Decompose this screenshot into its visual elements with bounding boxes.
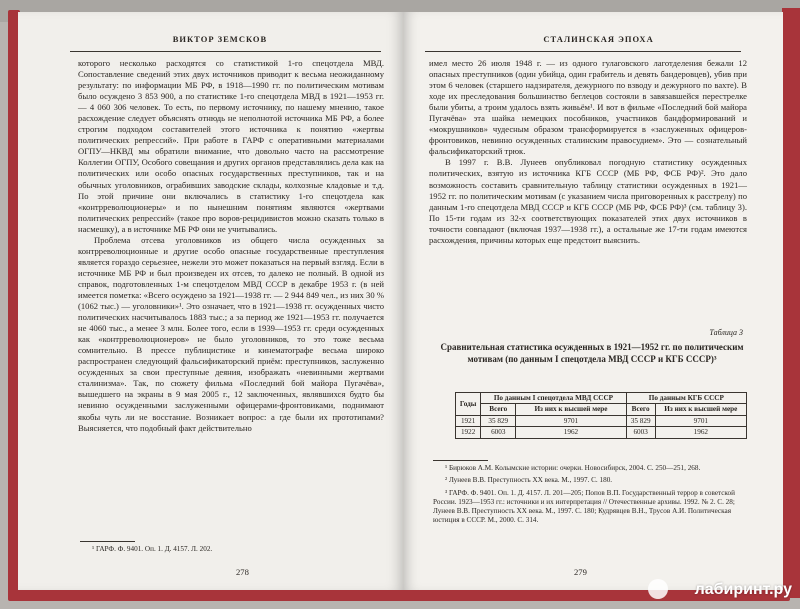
cell-mvd-executed: 1962	[516, 427, 626, 438]
header-rule	[70, 51, 381, 52]
cell-year: 1922	[456, 427, 481, 438]
running-head-author: ВИКТОР ЗЕМСКОВ	[172, 34, 268, 44]
cell-mvd-executed: 9701	[516, 415, 626, 426]
table-subheader-row	[456, 404, 747, 415]
body-text	[429, 58, 747, 246]
page-number: 279	[574, 567, 587, 577]
paragraph: имел место 26 июля 1948 г. — из одного гулаговского лаготделения бежали 12 опасных преступников (один убийца, один грабитель и девять бандеровцев), убив при этом 6 человек (старшего надзирателя, дежурного по взводу и дежурного по вахте). В ходе их преследования большинство беглецов состояли в завязавшейся перестрелке были убиты, а троим удалось взять живьём¹. И вот в фильме «Последний бой майора Пугачёва» эта шайка немецких пособников, участников бандформирований и «мокрушников» чудесным образом трансформируется в «заслуженных офицеров-фронтовиков, невинно осужденных сталинским правосудием». Это — сознательный фальсификаторский трюк.	[429, 58, 747, 157]
left-page	[18, 12, 403, 590]
footnote-rule	[433, 460, 488, 461]
body-text	[78, 58, 384, 434]
book-cover-right-edge	[782, 8, 800, 598]
running-head-title: СТАЛИНСКАЯ ЭПОХА	[543, 34, 654, 44]
table-title: Сравнительная статистика осужденных в 1921—1952 гг. по политическим мотивам (по данным I спецотдела МВД СССР и КГБ СССР)³	[440, 342, 744, 364]
header-kgb-executed: Из них к высшей мере	[655, 404, 746, 415]
table-row	[456, 415, 747, 426]
footnote: ³ ГАРФ. Ф. 9401. Оп. 1. Д. 4157. Л. 201—205; Попов В.П. Государственный террор в советской России. 1923—1953 гг.: источники и их интерпретация // Отечественные архивы. 1992. № 2. С. 28; Лунеев В.В. Преступность XX века. М., 1997. С. 180; Кудрявцев В.Н., Трусов А.И. Политическая юстиция в СССР. М., 2000. С. 314.	[433, 488, 736, 525]
watermark-logo-icon	[648, 579, 668, 599]
header-mvd-executed: Из них к высшей мере	[516, 404, 626, 415]
table-header-row	[456, 393, 747, 404]
cell-kgb-total: 6003	[626, 427, 655, 438]
cell-mvd-total: 35 829	[481, 415, 516, 426]
cell-kgb-executed: 1962	[655, 427, 746, 438]
paragraph: которого несколько расходятся со статистикой 1-го спецотдела МВД. Сопоставление сведений этих двух источников приводит к весьма неожиданному результату: по информации МБ РФ, в 1918—1990 гг. по политическим мотивам было осуждено 3 853 900, а по статистике 1-го спецотдела МВД в 1921—1953 гг. — 4 060 306 человек. То есть, по первому источнику, по нашему мнению, такое расхождение следует объяснять отнюдь не неполнотой источника МБ РФ, а более строгим подходом составителей этого источника к понятию «жертвы политических репрессий». При работе в ГАРФ с оперативными материалами ОГПУ—НКВД мы обратили внимание, что довольно часто на рассмотрение Коллегии ОГПУ, Особого совещания и других органов представлялись дела как на политических или особо опасных государственных преступников, так и на обычных уголовников, ограбивших заводские склады, колхозные кладовые и т.д. По этой причине они включались в статистику 1-го спецотдела как «контрреволюционеры» и по нынешним понятиям являются «жертвами политических репрессий» (такое про воров-рецидивистов можно сказать только в насмешку), а в источнике МБ РФ они не учитывались.	[78, 58, 384, 234]
cell-kgb-total: 35 829	[626, 415, 655, 426]
footnotes	[80, 545, 380, 557]
footnotes	[433, 464, 743, 529]
cell-kgb-executed: 9701	[655, 415, 746, 426]
footnote: ¹ Бирюков А.М. Колымские истории: очерки. Новосибирск, 2004. С. 250—251, 268.	[445, 464, 701, 472]
right-page	[403, 12, 783, 590]
footnote-rule	[80, 541, 135, 542]
page-number: 278	[236, 567, 249, 577]
statistics-table	[455, 392, 747, 439]
cell-mvd-total: 6003	[481, 427, 516, 438]
header-rule	[425, 51, 741, 52]
cell-year: 1921	[456, 415, 481, 426]
header-kgb-total: Всего	[626, 404, 655, 415]
footnote: ² Лунеев В.В. Преступность XX века. М., 1997. С. 180.	[445, 476, 613, 485]
header-years: Годы	[456, 393, 481, 416]
table-row	[456, 427, 747, 438]
paragraph: В 1997 г. В.В. Лунеев опубликовал погодную статистику осужденных политических, взятую из источника КГБ СССР (МБ РФ, ФСБ РФ)². Это дало возможность составить сравнительную таблицу статистики осужденных в 1921—1952 гг. по политическим мотивам (с указанием числа приговоренных к расстрелу) по данным 1-го спецотдела МВД СССР и КГБ СССР (МБ РФ, ФСБ РФ)³ (см. таблицу 3). По 15-ти годам из 32-х соответствующих показателей этих двух источников в точности совпадают (включая 1937—1938 гг.), а остальные же 17-ти годам имеются расхождения, причины которых еще предстоит выяснить.	[429, 157, 747, 245]
footnote: ¹ ГАРФ. Ф. 9401. Оп. 1. Д. 4157. Л. 202.	[92, 545, 213, 553]
paragraph: Проблема отсева уголовников из общего числа осужденных за контрреволюционные и другие особо опасные государственные преступления является гораздо серьезнее, нежели это может показаться на первый взгляд. Если в источнике МБ РФ и был произведен их отсев, то далеко не полный. В одной из справок, подготовленных 1-м спецотделом МВД СССР в декабре 1953 г. (в ней имеется пометка: «Всего осуждено за 1921—1938 гг. — 2 944 849 чел., из них 30 % (1062 тыс.) — уголовники»¹. Это означает, что в 1921—1938 гг. осужденных чисто политических насчитывалось 1883 тыс.; а за период же 1921—1953 гг. получается не 4060 тыс., а менее 3 млн. Более того, если в 1939—1953 гг. среди осужденных как «контрреволюционеров» не было уголовников, то это тоже весьма сомнительно. В прессе публицистике и кинематографе весьма широко распространен следующий фальсификаторский приём: преступников, заслуженно осужденных за свои преступные деяния, изображать «невинными жертвами сталинизма». Так, по сюжету фильма «Последний бой майора Пугачёва», вышедшего на экраны в 9 мая 2005 г., 12 заключенных, являвшихся будто бы невинно осужденными заслуженными офицерами-фронтовиками, поднимают якобы чуть ли не восстание. Возникает вопрос: а где были их прототипами? Выясняется, что подобный факт действительно	[78, 234, 384, 433]
header-kgb-group: По данным КГБ СССР	[626, 393, 746, 404]
table-label: Таблица 3	[709, 328, 743, 337]
header-mvd-total: Всего	[481, 404, 516, 415]
header-mvd-group: По данным I спецотдела МВД СССР	[481, 393, 626, 404]
watermark: лабиринт.ру	[694, 581, 792, 598]
